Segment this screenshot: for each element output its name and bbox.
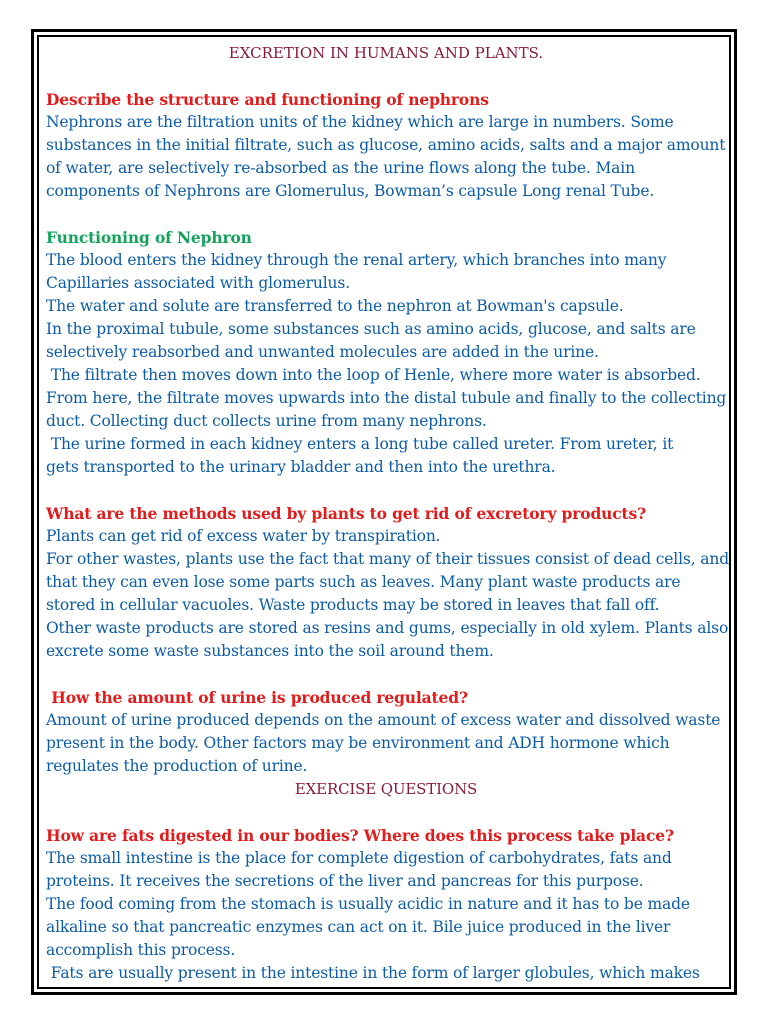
section-heading-nephron-structure: Describe the structure and functioning of nephrons (46, 90, 489, 109)
spacer (46, 203, 726, 226)
text-line: For other wastes, plants use the fact that many of their tissues consist of dead cells, and (46, 550, 729, 568)
spacer (46, 479, 726, 502)
text-line: The water and solute are transferred to the nephron at Bowman's capsule. (46, 297, 624, 315)
section-heading-fat-digestion: How are fats digested in our bodies? Where does this process take place? (46, 826, 674, 845)
section-body-fat-digestion (46, 847, 726, 985)
section-heading-urine-regulation: How the amount of urine is produced regulated? (46, 688, 468, 707)
text-line: duct. Collecting duct collects urine from many nephrons. (46, 412, 487, 430)
text-line: alkaline so that pancreatic enzymes can act on it. Bile juice produced in the liver (46, 918, 671, 936)
spacer (46, 65, 726, 88)
document-content (46, 42, 729, 985)
text-line: The urine formed in each kidney enters a long tube called ureter. From ureter, it (46, 435, 674, 453)
section-heading-nephron-functioning: Functioning of Nephron (46, 228, 252, 247)
text-line: Other waste products are stored as resins and gums, especially in old xylem. Plants also (46, 619, 729, 637)
text-line: The small intestine is the place for complete digestion of carbohydrates, fats and (46, 849, 672, 867)
text-line: present in the body. Other factors may be environment and ADH hormone which (46, 734, 670, 752)
section-body-nephron-functioning (46, 249, 726, 479)
section-body-urine-regulation (46, 709, 726, 778)
text-line: From here, the filtrate moves upwards into the distal tubule and finally to the collecting (46, 389, 727, 407)
text-line: The blood enters the kidney through the renal artery, which branches into many (46, 251, 667, 269)
exercise-questions-heading: EXERCISE QUESTIONS (294, 780, 478, 798)
document-title: EXCRETION IN HUMANS AND PLANTS. (228, 44, 544, 62)
text-line: Nephrons are the filtration units of the kidney which are large in numbers. Some (46, 113, 674, 131)
section-body-nephron-structure (46, 111, 726, 203)
spacer (46, 801, 726, 824)
text-line: components of Nephrons are Glomerulus, Bowman’s capsule Long renal Tube. (46, 182, 655, 200)
text-line: Capillaries associated with glomerulus. (46, 274, 350, 292)
text-line: Amount of urine produced depends on the amount of excess water and dissolved waste (46, 711, 721, 729)
text-line: regulates the production of urine. (46, 757, 308, 775)
text-line: proteins. It receives the secretions of the liver and pancreas for this purpose. (46, 872, 644, 890)
text-line: that they can even lose some parts such as leaves. Many plant waste products are (46, 573, 681, 591)
text-line: substances in the initial filtrate, such as glucose, amino acids, salts and a major amount (46, 136, 726, 154)
section-heading-plant-excretion: What are the methods used by plants to get rid of excretory products? (46, 504, 647, 523)
text-line: excrete some waste substances into the soil around them. (46, 642, 494, 660)
text-line: of water, are selectively re-absorbed as the urine flows along the tube. Main (46, 159, 635, 177)
text-line: The filtrate then moves down into the loop of Henle, where more water is absorbed. (46, 366, 701, 384)
text-line: In the proximal tubule, some substances such as amino acids, glucose, and salts are (46, 320, 696, 338)
text-line: Plants can get rid of excess water by transpiration. (46, 527, 441, 545)
text-line: The food coming from the stomach is usually acidic in nature and it has to be made (46, 895, 690, 913)
text-line: gets transported to the urinary bladder and then into the urethra. (46, 458, 556, 476)
text-line: Fats are usually present in the intestine in the form of larger globules, which makes (46, 964, 700, 982)
spacer (46, 663, 726, 686)
section-body-plant-excretion (46, 525, 729, 663)
text-line: selectively reabsorbed and unwanted molecules are added in the urine. (46, 343, 599, 361)
text-line: stored in cellular vacuoles. Waste products may be stored in leaves that fall off. (46, 596, 660, 614)
text-line: accomplish this process. (46, 941, 236, 959)
